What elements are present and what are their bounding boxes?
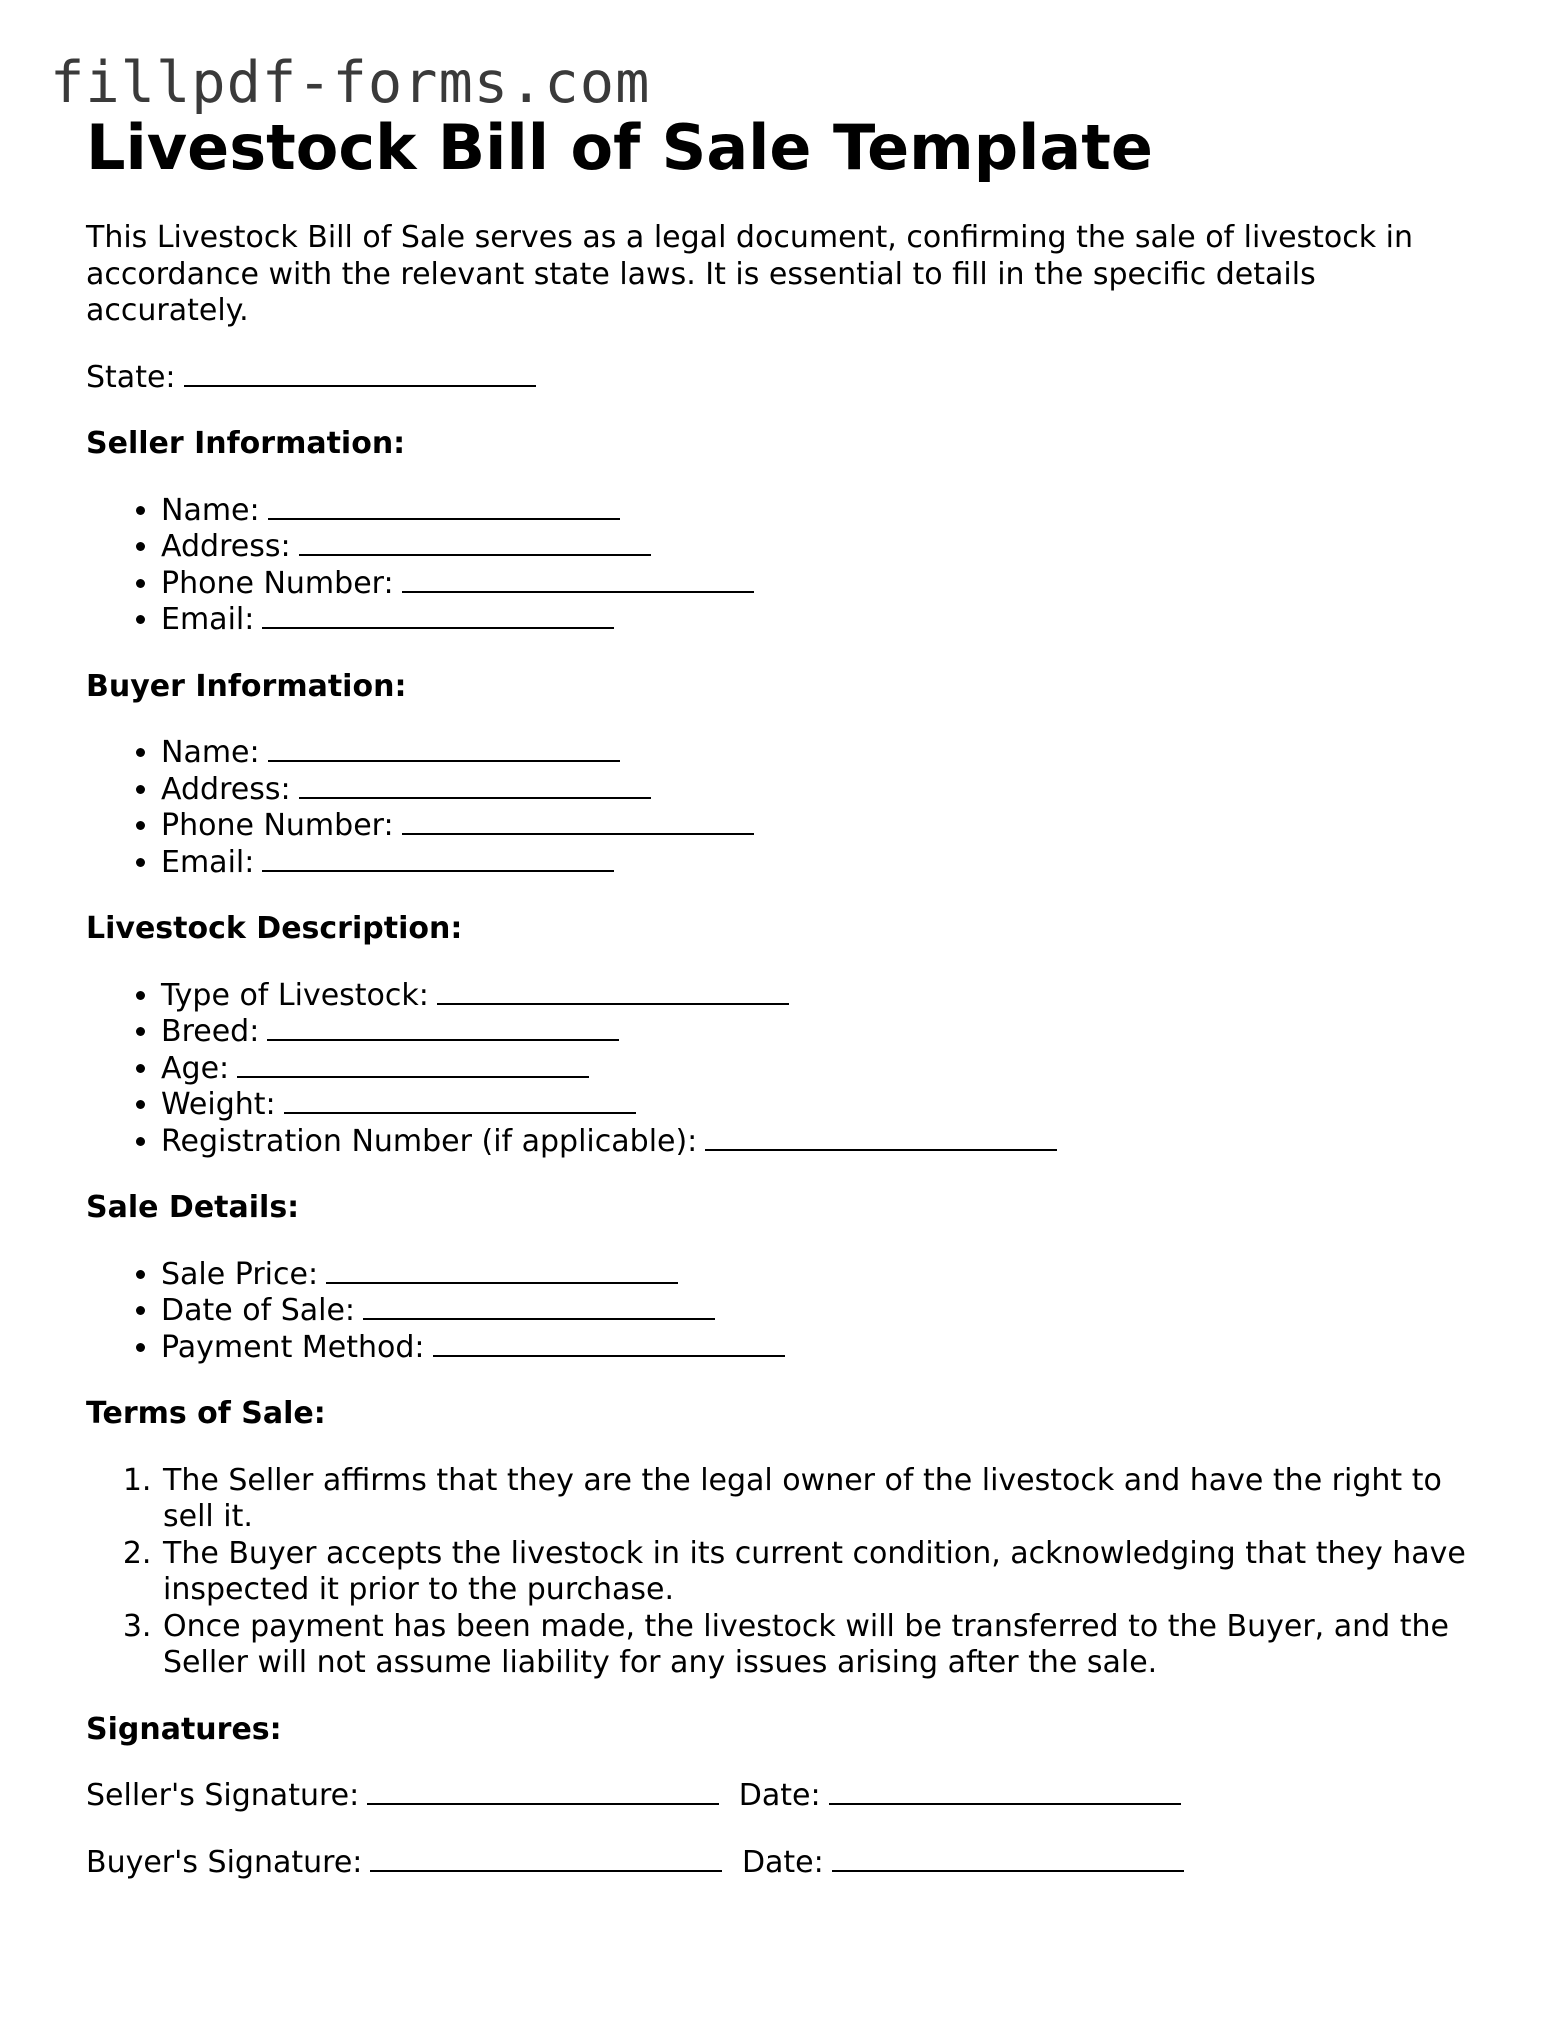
buyer-name-label: Name: [161,735,260,770]
state-line [86,360,1486,397]
sale-price-field[interactable] [326,1258,678,1284]
list-item [161,1051,1486,1088]
seller-heading: Seller Information: [86,426,406,461]
livestock-weight-label: Weight: [161,1087,276,1122]
terms-list [86,1463,1486,1682]
page-title: Livestock Bill of Sale Template [86,111,1153,184]
terms-item: 2. The Buyer accepts the livestock in its current condition, acknowledging that they have inspected it prior to the purchase. [161,1536,1486,1609]
seller-address-field[interactable] [299,530,651,556]
buyer-address-field[interactable] [299,773,651,799]
list-item [161,808,1486,845]
state-label: State: [86,359,176,395]
list-item [161,978,1486,1015]
livestock-age-label: Age: [161,1050,230,1086]
list-item [161,1124,1486,1161]
livestock-breed-label: Breed: [161,1014,260,1049]
seller-date-label: Date: [738,1778,821,1813]
state-field[interactable] [184,361,536,387]
seller-name-label: Name: [161,492,260,528]
buyer-date-field[interactable] [832,1846,1184,1872]
seller-email-label: Email: [161,602,255,637]
seller-signature-label: Seller's Signature: [86,1778,360,1813]
livestock-heading: Livestock Description: [86,911,463,946]
buyer-email-field[interactable] [262,846,614,872]
list-item [161,529,1486,566]
livestock-age-field[interactable] [237,1052,589,1078]
seller-signature-row [86,1778,1486,1815]
intro-paragraph: This Livestock Bill of Sale serves as a legal document, confirming the sale of livestock in accordance with the relevant state laws. It is essential to fill in the specific details accurately. [86,220,1414,328]
buyer-address-label: Address: [161,771,291,807]
seller-date-field[interactable] [829,1779,1181,1805]
seller-phone-label: Phone Number: [161,565,394,601]
livestock-registration-field[interactable] [705,1125,1057,1151]
sale-date-label: Date of Sale: [161,1293,356,1328]
document-page [86,108,1486,1881]
seller-signature-field[interactable] [367,1779,719,1805]
list-item [161,1087,1486,1124]
list-item [161,1293,1486,1330]
livestock-weight-field[interactable] [284,1088,636,1114]
seller-list [86,493,1486,639]
terms-item: 1. The Seller affirms that they are the legal owner of the livestock and have the right to sell it. [161,1463,1486,1536]
livestock-list [86,978,1486,1161]
buyer-name-field[interactable] [268,736,620,762]
livestock-type-label: Type of Livestock: [161,977,429,1013]
watermark: fillpdf-forms.com [50,50,651,116]
buyer-signature-field[interactable] [370,1846,722,1872]
list-item [161,566,1486,603]
list-item [161,845,1486,882]
buyer-email-label: Email: [161,844,255,880]
sale-date-field[interactable] [363,1294,715,1320]
list-item [161,602,1486,639]
list-item [161,772,1486,809]
terms-heading: Terms of Sale: [86,1396,326,1431]
buyer-phone-label: Phone Number: [161,808,394,843]
buyer-signature-label: Buyer's Signature: [86,1844,363,1880]
payment-method-field[interactable] [433,1331,785,1357]
buyer-list [86,735,1486,881]
list-item [161,1014,1486,1051]
seller-name-field[interactable] [268,494,620,520]
buyer-signature-row [86,1845,1486,1882]
buyer-date-label: Date: [741,1844,824,1880]
list-item [161,1330,1486,1367]
seller-address-label: Address: [161,529,291,564]
sale-heading: Sale Details: [86,1190,300,1225]
seller-email-field[interactable] [262,603,614,629]
livestock-breed-field[interactable] [267,1015,619,1041]
buyer-phone-field[interactable] [402,809,754,835]
terms-item: 3. Once payment has been made, the livestock will be transferred to the Buyer, and the Seller will not assume liability for any issues arising after the sale. [161,1609,1486,1682]
list-item [161,735,1486,772]
buyer-heading: Buyer Information: [86,668,407,704]
payment-method-label: Payment Method: [161,1329,425,1365]
sale-list [86,1257,1486,1367]
signatures-heading: Signatures: [86,1711,282,1747]
list-item [161,493,1486,530]
seller-phone-field[interactable] [402,567,754,593]
livestock-registration-label: Registration Number (if applicable): [161,1123,698,1159]
livestock-type-field[interactable] [437,979,789,1005]
list-item [161,1257,1486,1294]
sale-price-label: Sale Price: [161,1256,319,1292]
